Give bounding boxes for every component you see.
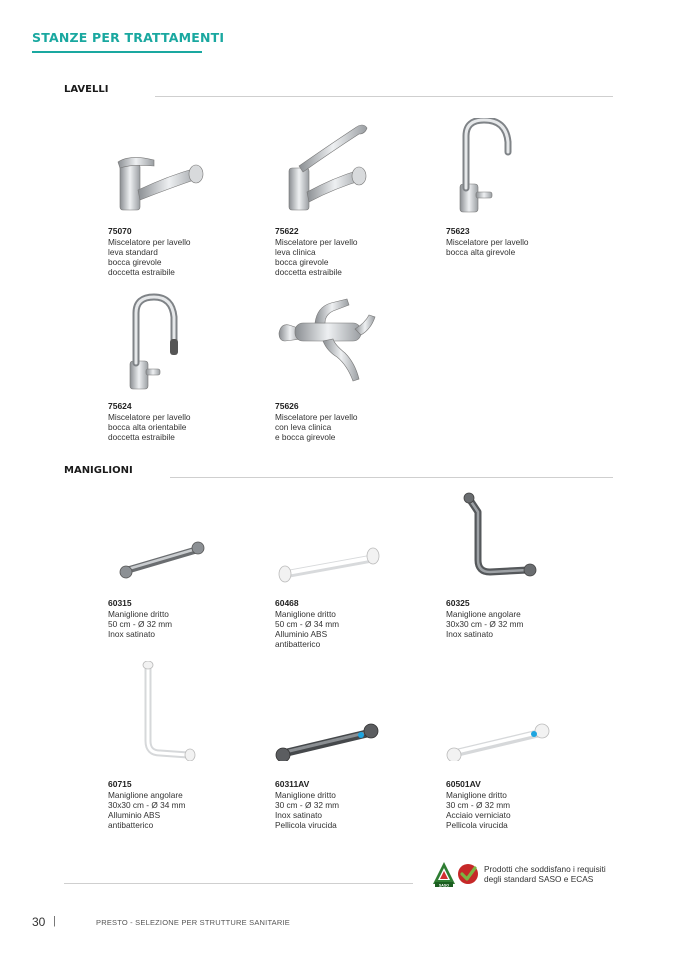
product-description: 30x30 cm - Ø 34 mm [108, 799, 186, 810]
product-description: bocca alta girevole [446, 246, 516, 257]
product-description: 50 cm - Ø 32 mm [108, 618, 173, 629]
product-code: 60715 [108, 779, 132, 789]
product-code: 75622 [275, 226, 299, 236]
product-description: leva clinica [275, 246, 316, 257]
product-description: bocca girevole [108, 256, 162, 267]
section-title-underline [32, 51, 202, 53]
saso-badge-label: SASO [438, 883, 450, 888]
straight-grab-bar-steel-icon [108, 492, 218, 592]
faucet-pullout-icon [108, 118, 218, 218]
product-description: con leva clinica [275, 421, 332, 432]
faucet-high-spout-icon [446, 118, 556, 218]
product-description: 30x30 cm - Ø 32 mm [446, 618, 524, 629]
product-description: Pellicola virucida [275, 820, 337, 831]
product-description: bocca alta orientabile [108, 421, 187, 432]
product-description: 30 cm - Ø 32 mm [275, 799, 340, 810]
product-code: 75624 [108, 401, 132, 411]
short-grab-bar-dark-icon [275, 661, 385, 761]
product-description: doccetta estraibile [108, 431, 175, 442]
product-description: Maniglione dritto [446, 789, 507, 800]
product-description: doccetta estraibile [108, 267, 175, 278]
certification-badges [432, 860, 482, 888]
product-description: 50 cm - Ø 34 mm [275, 618, 340, 629]
product-description: 30 cm - Ø 32 mm [446, 799, 511, 810]
category-title-maniglioni: MANIGLIONI [64, 465, 133, 476]
product-description: Alluminio ABS [275, 628, 328, 639]
product-code: 75623 [446, 226, 470, 236]
footer-separator: | [53, 915, 56, 927]
angled-grab-bar-steel-icon [446, 492, 556, 592]
footer-text: PRESTO - SELEZIONE PER STRUTTURE SANITARIE [96, 918, 290, 927]
product-description: Miscelatore per lavello [108, 236, 191, 247]
product-description: Maniglione dritto [108, 608, 169, 619]
category-rule [170, 477, 613, 478]
product-code: 75070 [108, 226, 132, 236]
saso-badge-icon [433, 862, 455, 887]
angled-grab-bar-white-icon [108, 661, 218, 761]
product-description: Maniglione angolare [108, 789, 183, 800]
short-grab-bar-white-icon [446, 661, 556, 761]
product-description: e bocca girevole [275, 431, 336, 442]
product-description: antibatterico [275, 639, 321, 650]
product-description: Inox satinato [446, 628, 494, 639]
product-description: Pellicola virucida [446, 820, 508, 831]
category-title-lavelli: LAVELLI [64, 84, 109, 95]
footer-rule [64, 883, 413, 884]
product-description: antibatterico [108, 820, 154, 831]
product-description: Maniglione dritto [275, 789, 336, 800]
category-rule [155, 96, 613, 97]
certification-text: Prodotti che soddisfano i requisiti [484, 864, 606, 874]
product-description: Miscelatore per lavello [275, 236, 358, 247]
product-description: Miscelatore per lavello [275, 411, 358, 422]
section-title: STANZE PER TRATTAMENTI [32, 30, 225, 45]
product-code: 75626 [275, 401, 299, 411]
product-description: leva standard [108, 246, 158, 257]
certification-text: degli standard SASO e ECAS [484, 874, 594, 885]
product-code: 60501AV [446, 779, 481, 789]
wall-faucet-clinical-icon [275, 293, 385, 393]
product-description: Acciaio verniciato [446, 809, 511, 820]
product-description: Maniglione dritto [275, 608, 336, 619]
page-number: 30 [32, 915, 46, 929]
section-header [32, 30, 224, 53]
faucet-clinical-lever-icon [275, 118, 385, 218]
straight-grab-bar-white-icon [275, 492, 385, 592]
product-description: Inox satinato [275, 809, 323, 820]
ecas-check-icon [458, 864, 478, 884]
product-code: 60315 [108, 598, 132, 608]
product-code: 60311AV [275, 779, 310, 789]
product-description: doccetta estraibile [275, 267, 342, 278]
product-code: 60325 [446, 598, 470, 608]
product-description: Miscelatore per lavello [108, 411, 191, 422]
product-description: Alluminio ABS [108, 809, 161, 820]
product-description: Inox satinato [108, 628, 156, 639]
faucet-high-pullout-icon [108, 293, 218, 393]
product-description: Maniglione angolare [446, 608, 521, 619]
product-description: Miscelatore per lavello [446, 236, 529, 247]
product-code: 60468 [275, 598, 299, 608]
product-description: bocca girevole [275, 256, 329, 267]
